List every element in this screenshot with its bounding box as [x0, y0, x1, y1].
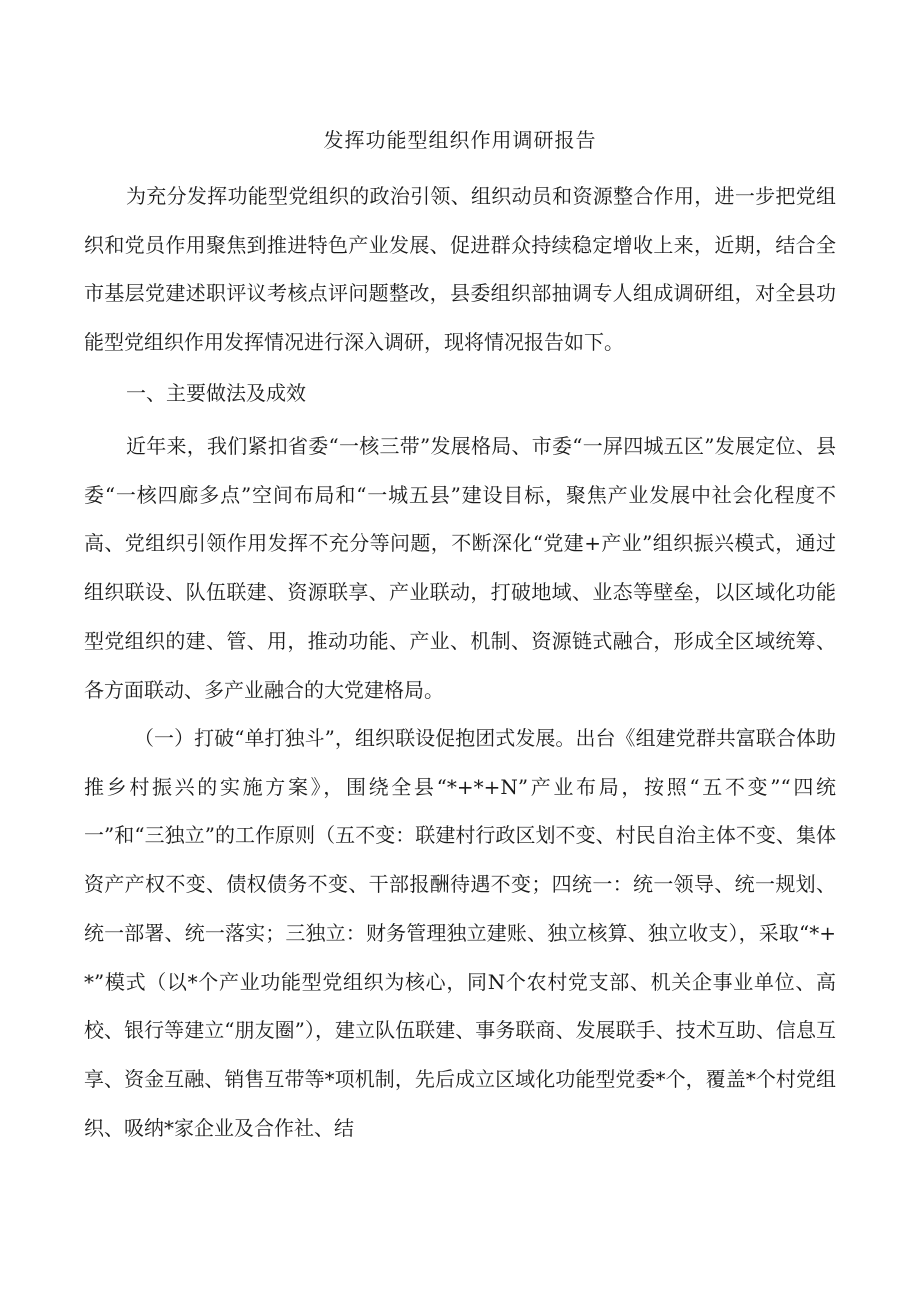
- section-heading: 一、主要做法及成效: [126, 381, 306, 405]
- intro-paragraph: 为充分发挥功能型党组织的政治引领、组织动员和资源整合作用，进一步把党组织和党员作用聚焦到推进特色产业发展、促进群众持续稳定增收上来，近期，结合全市基层党建述职评议考核点评问题整改，县委组织部抽调专人组成调研组，对全县功能型党组织作用发挥情况进行深入调研，现将情况报告如下。: [84, 184, 836, 355]
- section-paragraph: 近年来，我们紧扣省委“一核三带”发展格局、市委“一屏四城五区”发展定位、县委“一核四廊多点”空间布局和“一城五县”建设目标，聚焦产业发展中社会化程度不高、党组织引领作用发挥不充分等问题，不断深化“党建+产业”组织振兴模式，通过组织联设、队伍联建、资源联享、产业联动，打破地域、业态等壁垒，以区域化功能型党组织的建、管、用，推动功能、产业、机制、资源链式融合，形成全区域统筹、各方面联动、多产业融合的大党建格局。: [84, 434, 836, 702]
- document-title: 发挥功能型组织作用调研报告: [323, 128, 597, 152]
- subsection-paragraph: （一）打破“单打独斗”，组织联设促抱团式发展。出台《组建党群共富联合体助推乡村振兴的实施方案》，围绕全县“*+*+N”产业布局，按照“五不变”“四统一”和“三独立”的工作原则（五不变：联建村行政区划不变、村民自治主体不变、集体资产产权不变、债权债务不变、干部报酬待遇不变；四统一：统一领导、统一规划、统一部署、统一落实；三独立：财务管理独立建账、独立核算、独立收支），采取“*+*”模式（以*个产业功能型党组织为核心，同N个农村党支部、机关企事业单位、高校、银行等建立“朋友圈”），建立队伍联建、事务联商、发展联手、技术互助、信息互享、资金互融、销售互带等*项机制，先后成立区域化功能型党委*个，覆盖*个村党组织、吸纳*家企业及合作社、结: [84, 726, 836, 1140]
